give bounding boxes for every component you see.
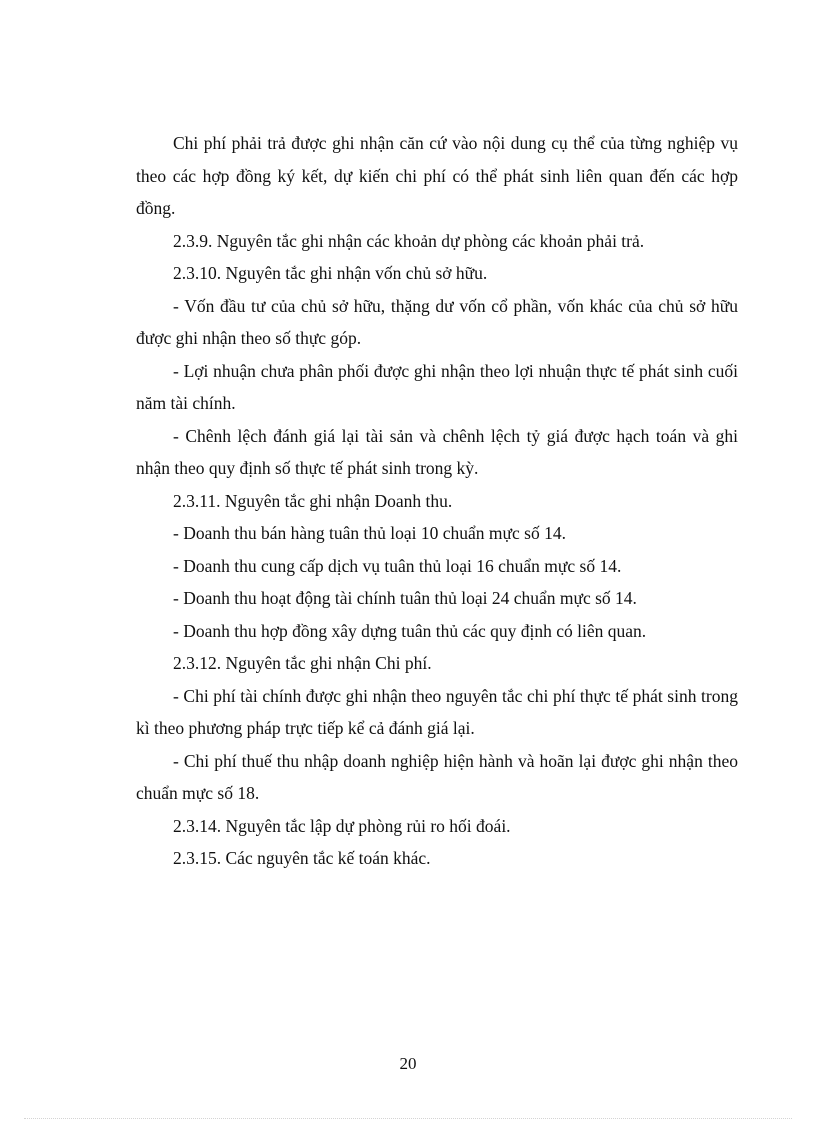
heading-2-3-11: 2.3.11. Nguyên tắc ghi nhận Doanh thu.: [173, 490, 453, 511]
heading-2-3-15: 2.3.15. Các nguyên tắc kế toán khác.: [173, 848, 431, 868]
heading-2-3-10: 2.3.10. Nguyên tắc ghi nhận vốn chủ sở hữu.: [173, 263, 488, 283]
page-number: 20: [399, 1054, 417, 1073]
heading-2-3-14: 2.3.14. Nguyên tắc lập dự phòng rủi ro hối đoái.: [173, 815, 511, 836]
bullet-financial-revenue: - Doanh thu hoạt động tài chính tuân thủ loại 24 chuẩn mực số 14.: [173, 588, 637, 608]
paragraph-accrued-expenses: Chi phí phải trả được ghi nhận căn cứ vào nội dung cụ thể của từng nghiệp vụ theo các hợp đồng ký kết, dự kiến chi phí có thể phát sinh liên quan đến các hợp đồng.: [136, 133, 738, 218]
heading-2-3-12: 2.3.12. Nguyên tắc ghi nhận Chi phí.: [173, 653, 432, 673]
bullet-retained-earnings: - Lợi nhuận chưa phân phối được ghi nhận theo lợi nhuận thực tế phát sinh cuối năm tài chính.: [136, 360, 738, 413]
document-body: [136, 127, 738, 875]
page-bottom-divider: [24, 1118, 792, 1119]
bullet-income-tax-expenses: - Chi phí thuế thu nhập doanh nghiệp hiện hành và hoãn lại được ghi nhận theo chuẩn mực số 18.: [136, 750, 738, 803]
bullet-revaluation-differences: - Chênh lệch đánh giá lại tài sản và chênh lệch tỷ giá được hạch toán và ghi nhận theo quy định số thực tế phát sinh trong kỳ.: [136, 425, 738, 478]
heading-2-3-9: 2.3.9. Nguyên tắc ghi nhận các khoản dự phòng các khoản phải trả.: [173, 230, 645, 251]
bullet-owner-capital: - Vốn đầu tư của chủ sở hữu, thặng dư vốn cổ phần, vốn khác của chủ sở hữu được ghi nhận theo số thực góp.: [136, 295, 738, 348]
bullet-construction-revenue: - Doanh thu hợp đồng xây dựng tuân thủ các quy định có liên quan.: [173, 620, 647, 641]
bullet-sales-revenue: - Doanh thu bán hàng tuân thủ loại 10 chuẩn mực số 14.: [173, 523, 566, 543]
bullet-financial-expenses: - Chi phí tài chính được ghi nhận theo nguyên tắc chi phí thực tế phát sinh trong kì theo phương pháp trực tiếp kể cả đánh giá lại.: [136, 685, 738, 738]
bullet-service-revenue: - Doanh thu cung cấp dịch vụ tuân thủ loại 16 chuẩn mực số 14.: [173, 555, 622, 576]
